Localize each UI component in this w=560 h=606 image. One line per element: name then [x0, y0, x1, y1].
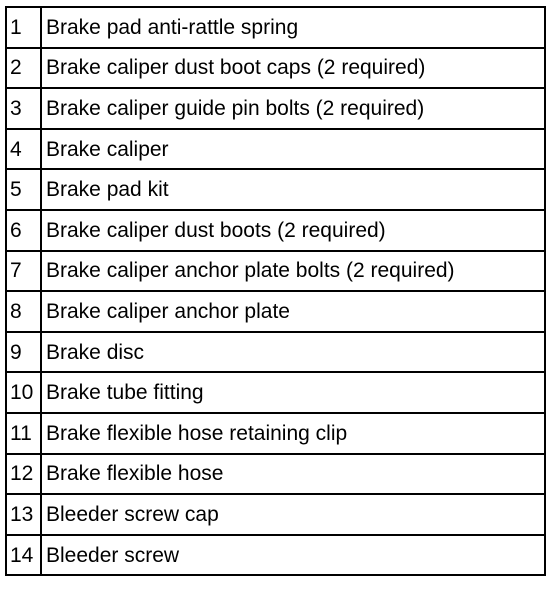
part-description-cell: Brake pad kit — [41, 169, 545, 210]
part-description-cell: Brake flexible hose — [41, 454, 545, 495]
part-description-cell: Brake caliper anchor plate bolts (2 required) — [41, 251, 545, 292]
part-number-cell: 1 — [6, 7, 41, 48]
table-row — [6, 48, 545, 89]
part-number-cell: 10 — [6, 372, 41, 413]
part-number-cell: 11 — [6, 413, 41, 454]
part-description-cell: Bleeder screw cap — [41, 494, 545, 535]
table-row — [6, 332, 545, 373]
table-row — [6, 494, 545, 535]
table-row — [6, 372, 545, 413]
table-row — [6, 535, 545, 576]
part-description-cell: Brake caliper guide pin bolts (2 required) — [41, 88, 545, 129]
part-number-cell: 8 — [6, 291, 41, 332]
part-number-cell: 5 — [6, 169, 41, 210]
part-description-cell: Brake disc — [41, 332, 545, 373]
part-number-cell: 13 — [6, 494, 41, 535]
part-number-cell: 4 — [6, 129, 41, 170]
table-row — [6, 169, 545, 210]
part-description-cell: Brake flexible hose retaining clip — [41, 413, 545, 454]
part-number-cell: 3 — [6, 88, 41, 129]
part-number-cell: 2 — [6, 48, 41, 89]
part-description-cell: Brake tube fitting — [41, 372, 545, 413]
table-row — [6, 454, 545, 495]
table-row — [6, 129, 545, 170]
table-row — [6, 210, 545, 251]
part-number-cell: 6 — [6, 210, 41, 251]
part-number-cell: 9 — [6, 332, 41, 373]
table-row — [6, 291, 545, 332]
parts-list-table — [5, 6, 546, 576]
table-row — [6, 413, 545, 454]
part-number-cell: 12 — [6, 454, 41, 495]
part-number-cell: 7 — [6, 251, 41, 292]
part-description-cell: Brake caliper anchor plate — [41, 291, 545, 332]
part-number-cell: 14 — [6, 535, 41, 576]
table-row — [6, 251, 545, 292]
table-row — [6, 7, 545, 48]
part-description-cell: Brake pad anti-rattle spring — [41, 7, 545, 48]
part-description-cell: Bleeder screw — [41, 535, 545, 576]
parts-list-body — [6, 7, 545, 575]
part-description-cell: Brake caliper dust boot caps (2 required) — [41, 48, 545, 89]
part-description-cell: Brake caliper dust boots (2 required) — [41, 210, 545, 251]
table-row — [6, 88, 545, 129]
part-description-cell: Brake caliper — [41, 129, 545, 170]
